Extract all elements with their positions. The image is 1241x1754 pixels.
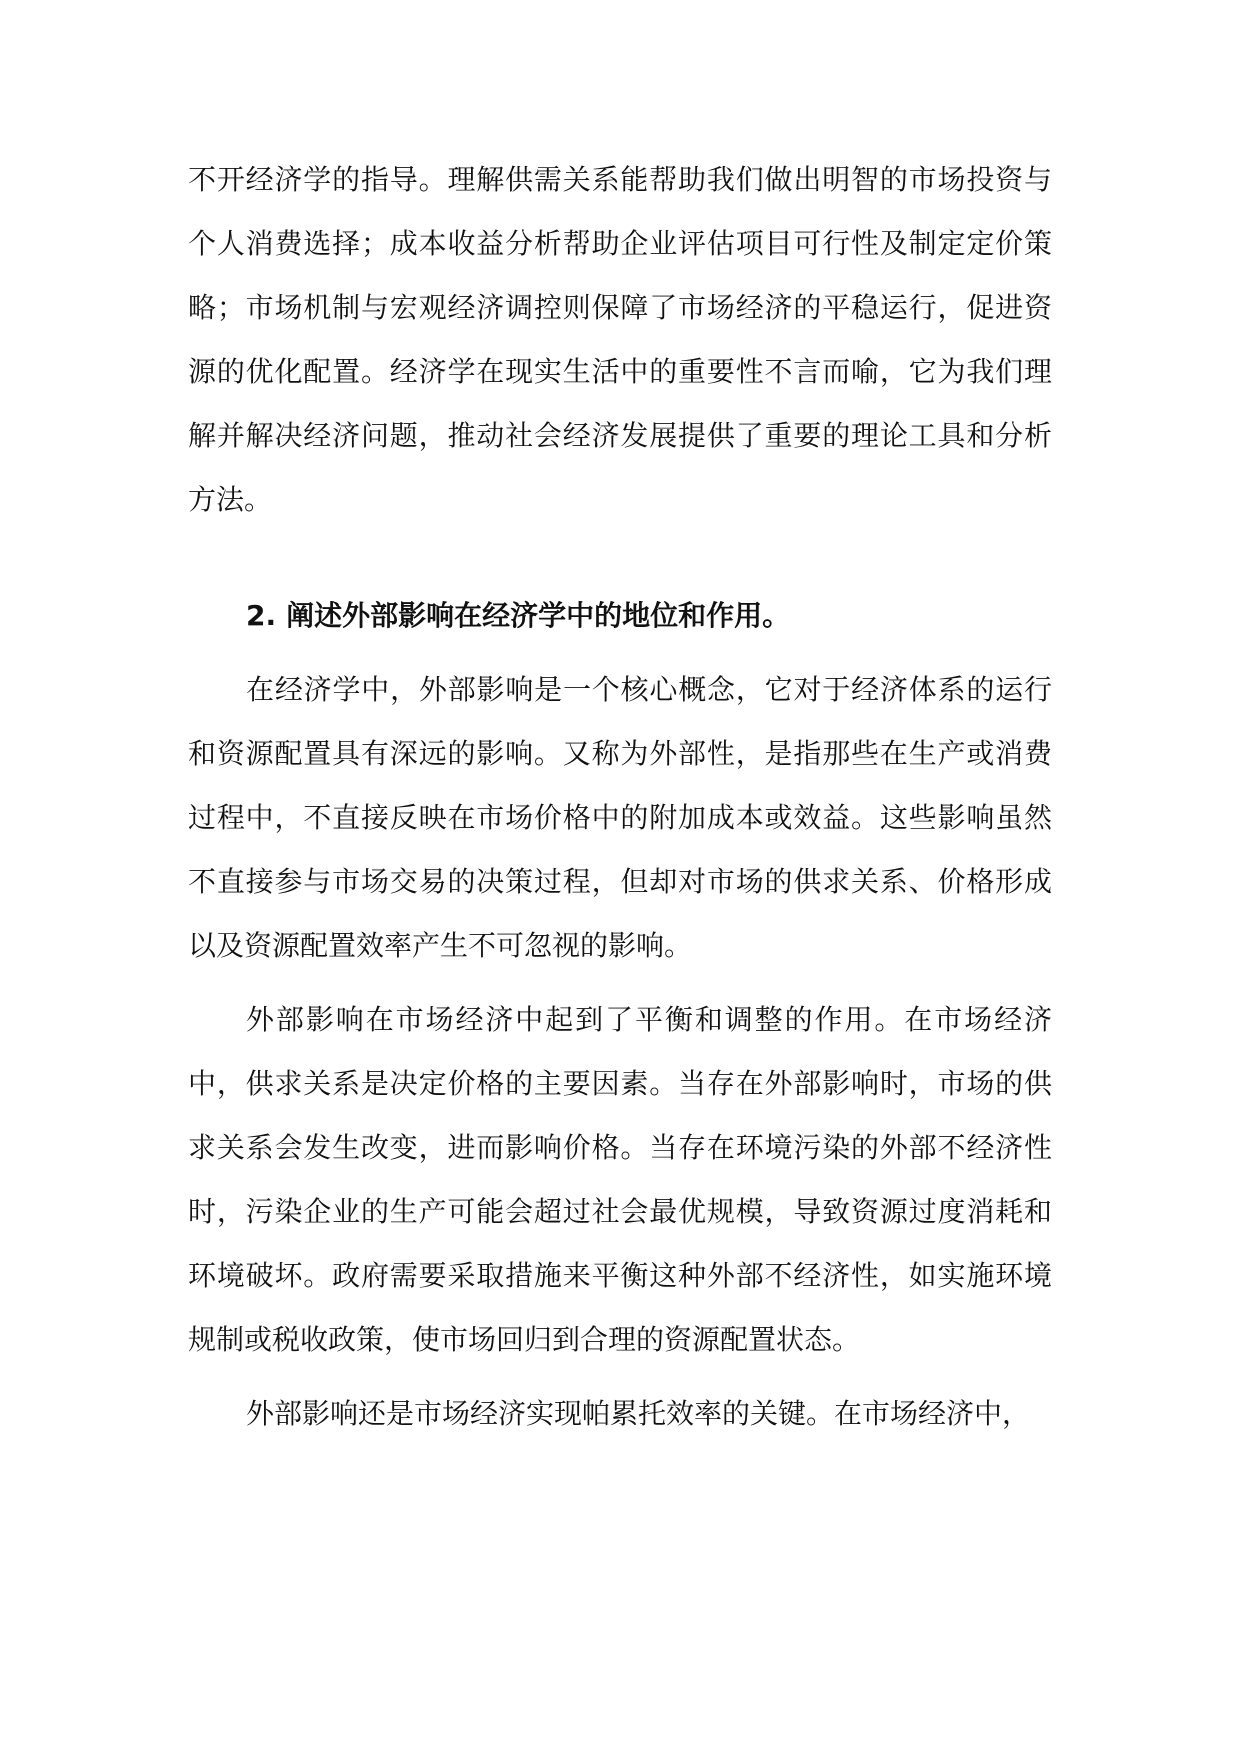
paragraph-intro-continuation: 不开经济学的指导。理解供需关系能帮助我们做出明智的市场投资与个人消费选择；成本收益分析帮助企业评估项目可行性及制定定价策略；市场机制与宏观经济调控则保障了市场经济的平稳运行，促进资源的优化配置。经济学在现实生活中的重要性不言而喻，它为我们理解并解决经济问题，推动社会经济发展提供了重要的理论工具和分析方法。 xyxy=(188,163,1052,516)
section-title: 阐述外部影响在经济学中的地位和作用。 xyxy=(286,599,791,632)
paragraph-externality-definition: 在经济学中，外部影响是一个核心概念，它对于经济体系的运行和资源配置具有深远的影响。又称为外部性，是指那些在生产或消费过程中，不直接反映在市场价格中的附加成本或效益。这些影响虽然不直接参与市场交易的决策过程，但却对市场的供求关系、价格形成以及资源配置效率产生不可忽视的影响。 xyxy=(188,673,1052,962)
section-number: 2. xyxy=(246,599,277,632)
section-heading xyxy=(188,584,1052,648)
paragraph-pareto-efficiency: 外部影响还是市场经济实现帕累托效率的关键。在市场经济中， xyxy=(246,1397,1031,1430)
paragraph-externality-balance: 外部影响在市场经济中起到了平衡和调整的作用。在市场经济中，供求关系是决定价格的主要因素。当存在外部影响时，市场的供求关系会发生改变，进而影响价格。当存在环境污染的外部不经济性时，污染企业的生产可能会超过社会最优规模，导致资源过度消耗和环境破坏。政府需要采取措施来平衡这种外部不经济性，如实施环境规制或税收政策，使市场回归到合理的资源配置状态。 xyxy=(188,1003,1052,1356)
document-body xyxy=(188,148,1052,1446)
